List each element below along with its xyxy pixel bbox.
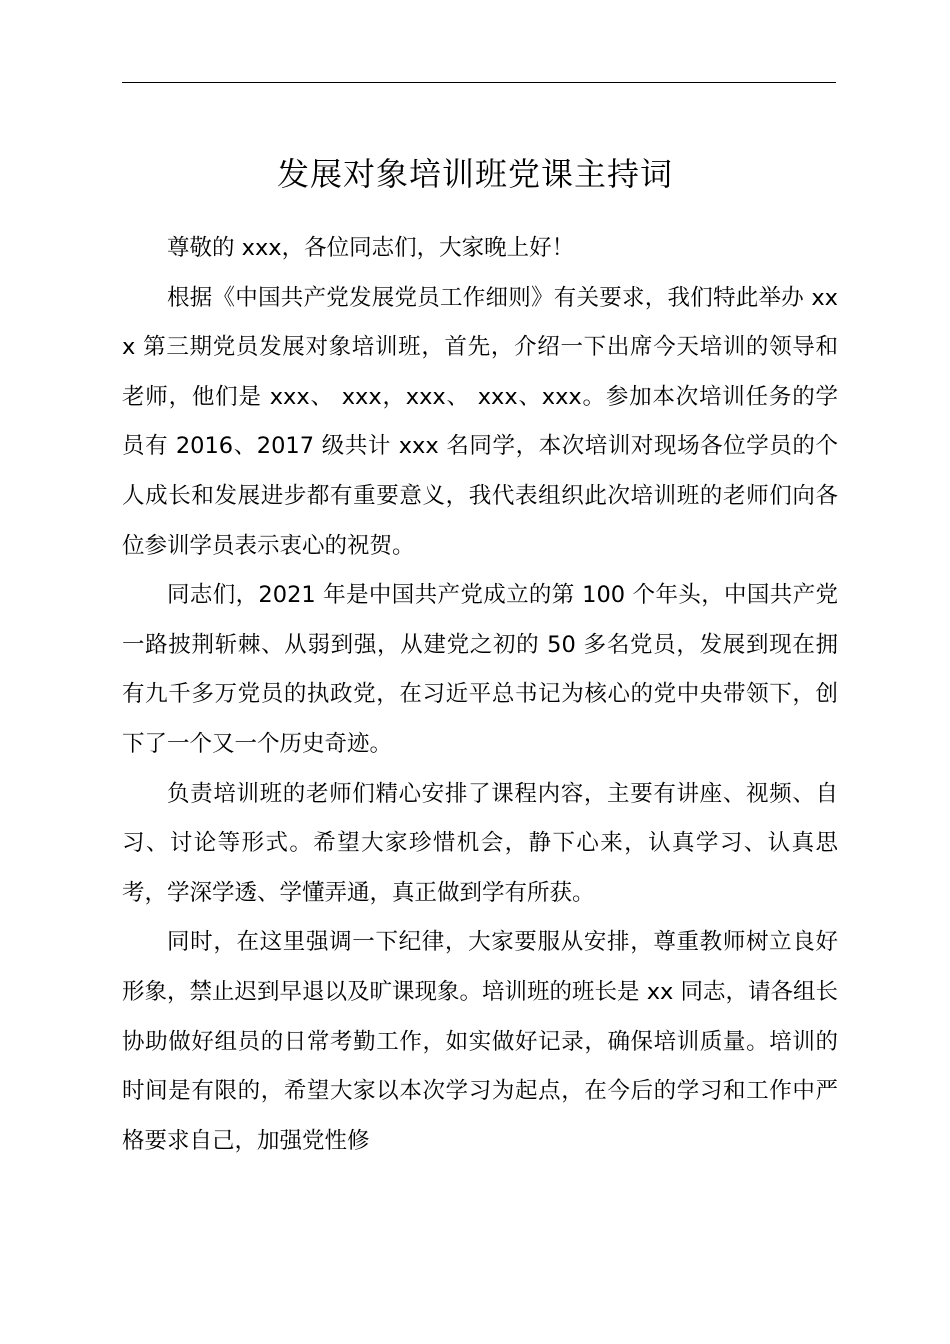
- document-title: 发展对象培训班党课主持词: [276, 155, 673, 193]
- paragraph-greeting: 尊敬的 xxx，各位同志们，大家晚上好！: [167, 235, 575, 261]
- document-body: [122, 224, 838, 1166]
- header-rule: [122, 82, 836, 83]
- paragraph-introduction: 根据《中国共产党发展党员工作细则》有关要求，我们特此举办 xxx 第三期党员发展对象培训班，首先，介绍一下出席今天培训的领导和老师，他们是 xxx、 xxx，xxx、 xxx、xxx。参加本次培训任务的学员有 2016、2017 级共计 xxx 名同学，本次培训对现场各位学员的个人成长和发展进步都有重要意义，我代表组织此次培训班的老师们向各位参训学员表示衷心的祝贺。: [122, 284, 838, 559]
- paragraph-discipline: 同时，在这里强调一下纪律，大家要服从安排，尊重教师树立良好形象，禁止迟到早退以及旷课现象。培训班的班长是 xx 同志，请各组长协助做好组员的日常考勤工作，如实做好记录，确保培训质量。培训的时间是有限的，希望大家以本次学习为起点，在今后的学习和工作中严格要求自己，加强党性修: [122, 929, 838, 1154]
- paragraph-party-history: 同志们，2021 年是中国共产党成立的第 100 个年头，中国共产党一路披荆斩棘、从弱到强，从建党之初的 50 多名党员，发展到现在拥有九千多万党员的执政党，在习近平总书记为核心的党中央带领下，创下了一个又一个历史奇迹。: [122, 582, 838, 757]
- paragraph-course-content: 负责培训班的老师们精心安排了课程内容，主要有讲座、视频、自习、讨论等形式。希望大家珍惜机会，静下心来，认真学习、认真思考，学深学透、学懂弄通，真正做到学有所获。: [122, 780, 838, 906]
